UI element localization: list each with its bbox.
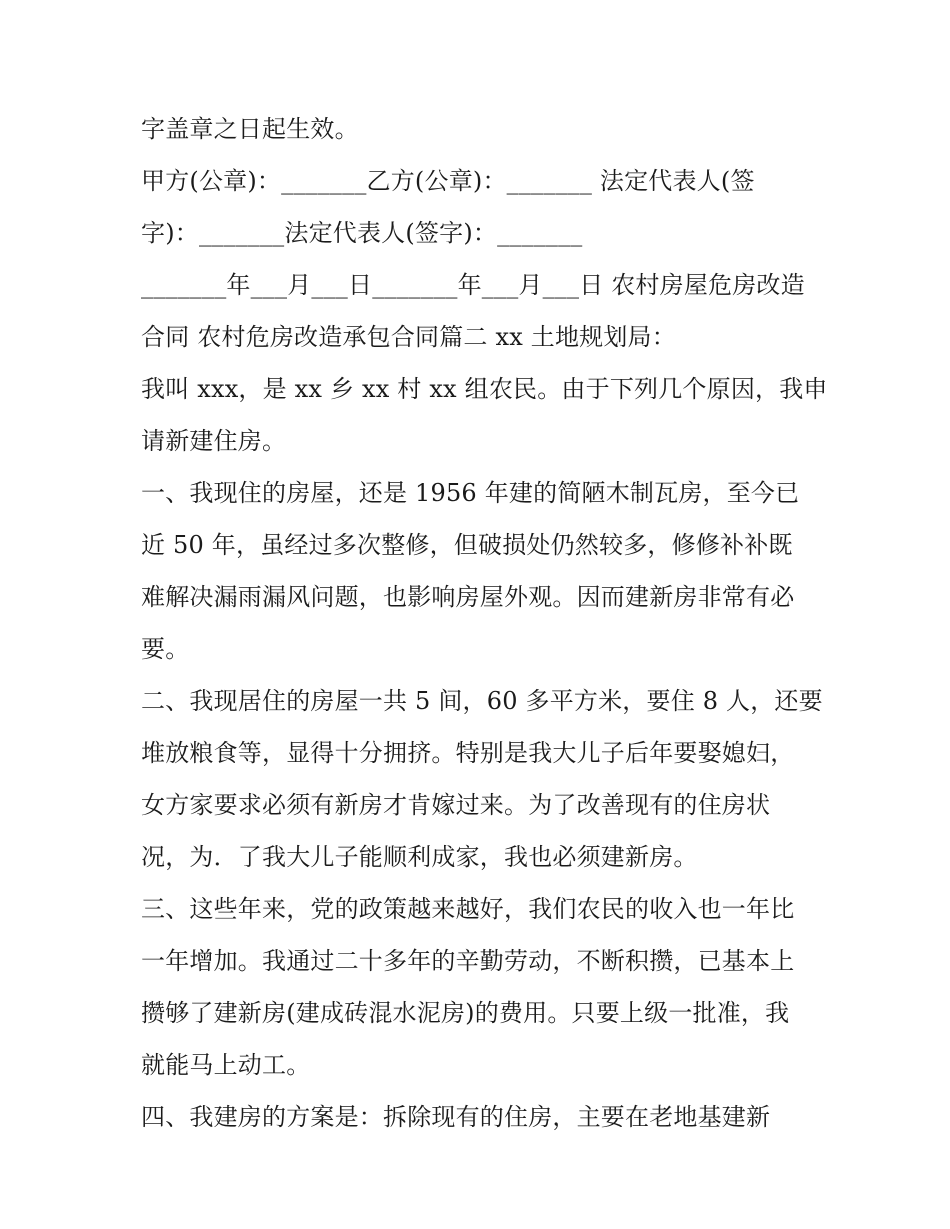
text-line: 要。	[141, 635, 190, 663]
text-line: 堆放粮食等，显得十分拥挤。特别是我大儿子后年要娶媳妇，	[141, 739, 795, 767]
text-line: 一年增加。我通过二十多年的辛勤劳动，不断积攒，已基本上	[141, 947, 795, 975]
text-line: 二、我现居住的房屋一共 5 间，60 多平方米，要住 8 人，还要	[141, 687, 823, 715]
text-line: 字)：_______法定代表人(签字)：_______	[141, 219, 583, 247]
text-line: 字盖章之日起生效。	[141, 115, 359, 143]
text-line: _______年___月___日_______年___月___日 农村房屋危房改造	[141, 271, 805, 299]
text-line: 难解决漏雨漏风问题，也影响房屋外观。因而建新房非常有必	[141, 583, 795, 611]
text-line: 一、我现住的房屋，还是 1956 年建的简陋木制瓦房，至今已	[141, 479, 800, 507]
text-line: 近 50 年，虽经过多次整修，但破损处仍然较多，修修补补既	[141, 531, 793, 559]
document-body	[141, 103, 828, 1143]
text-line: 四、我建房的方案是：拆除现有的住房，主要在老地基建新	[141, 1103, 771, 1131]
text-line: 甲方(公章)：_______乙方(公章)：_______ 法定代表人(签	[141, 167, 755, 195]
text-line: 合同 农村危房改造承包合同篇二 xx 土地规划局：	[141, 323, 676, 351]
text-line: 女方家要求必须有新房才肯嫁过来。为了改善现有的住房状	[141, 791, 771, 819]
text-line: 我叫 xxx，是 xx 乡 xx 村 xx 组农民。由于下列几个原因，我申	[141, 375, 828, 403]
text-line: 况，为．了我大儿子能顺利成家，我也必须建新房。	[141, 843, 698, 871]
text-line: 三、这些年来，党的政策越来越好，我们农民的收入也一年比	[141, 895, 795, 923]
text-line: 就能马上动工。	[141, 1051, 311, 1079]
text-line: 请新建住房。	[141, 427, 287, 455]
text-line: 攒够了建新房(建成砖混水泥房)的费用。只要上级一批准，我	[141, 999, 790, 1027]
